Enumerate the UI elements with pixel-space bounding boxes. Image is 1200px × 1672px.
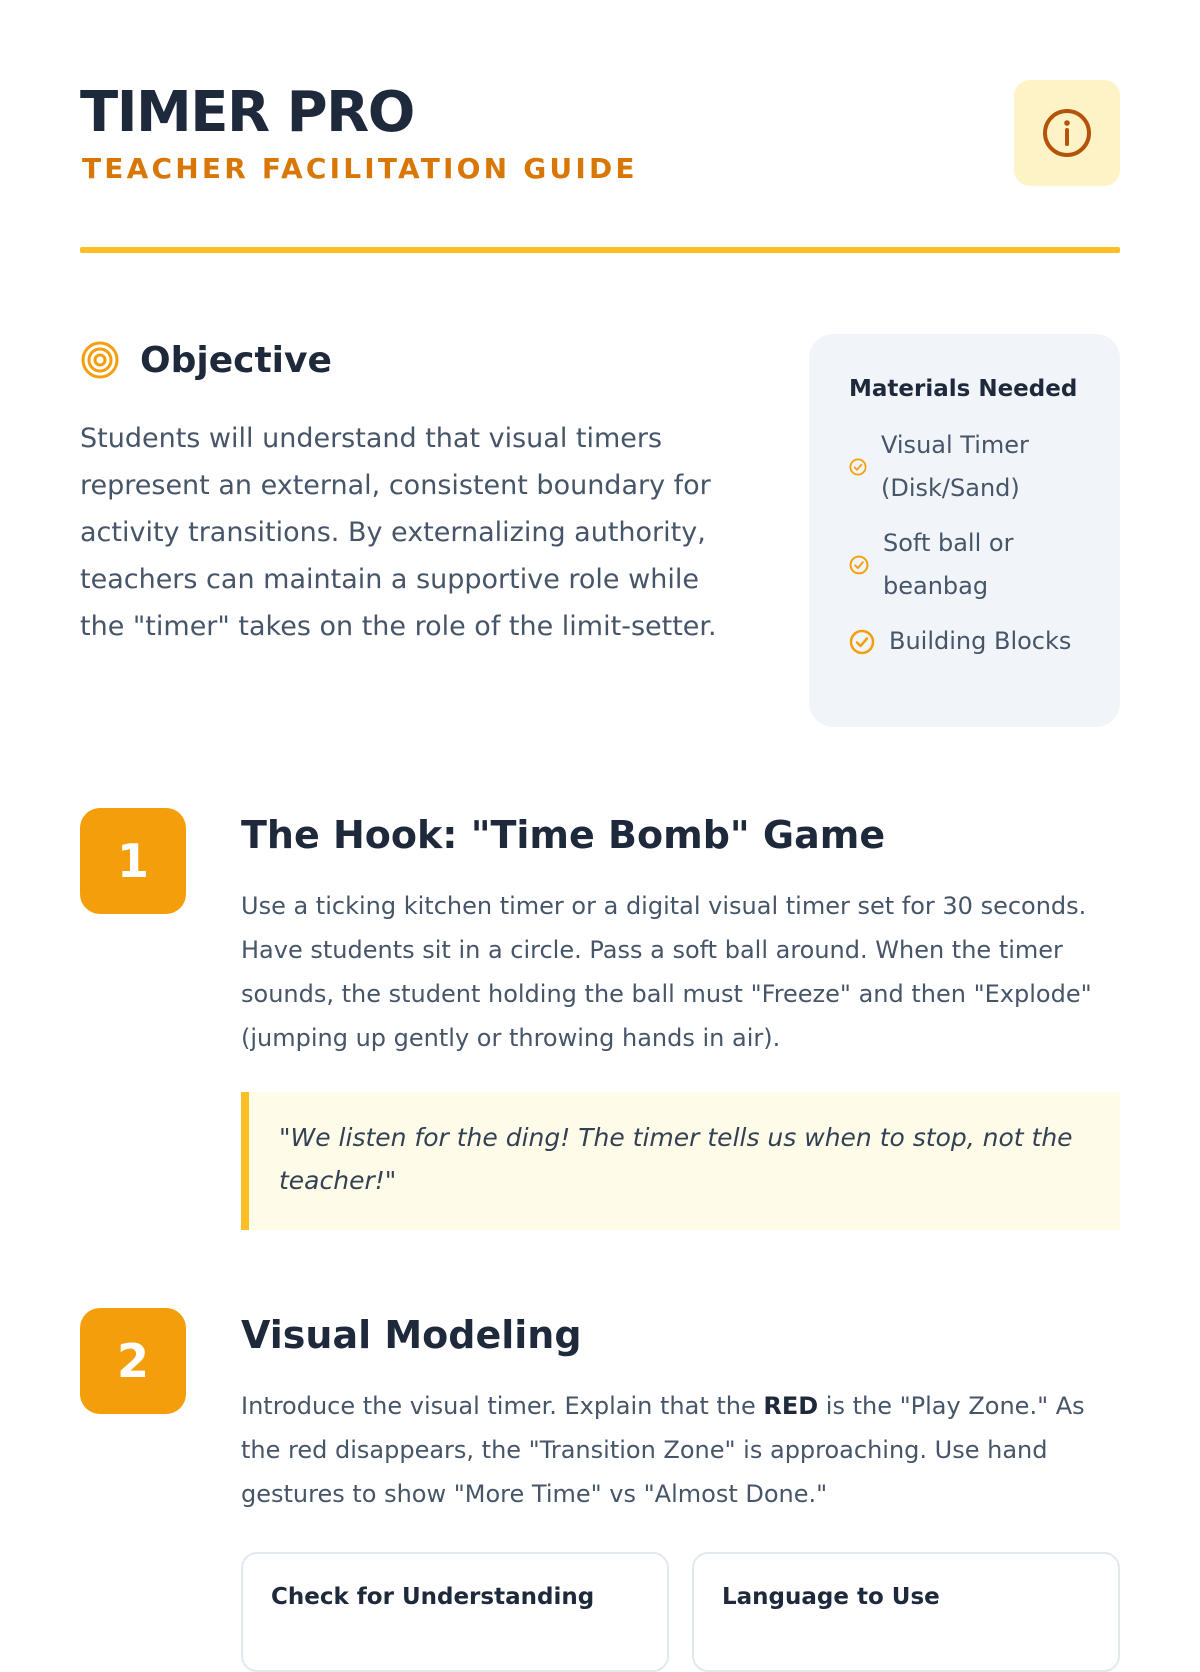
facilitation-guide-page	[80, 0, 1120, 1610]
step-number-badge: 2	[80, 1308, 186, 1414]
step-cards	[241, 1552, 1120, 1672]
step-number-badge: 1	[80, 808, 186, 914]
header-divider	[80, 247, 1120, 253]
step-title: Visual Modeling	[241, 1313, 582, 1357]
card-title: Language to Use	[722, 1584, 940, 1610]
list-item	[849, 620, 1090, 663]
info-button[interactable]	[1014, 80, 1120, 186]
header	[80, 80, 1120, 190]
card-title: Check for Understanding	[271, 1584, 595, 1610]
info-icon	[1041, 107, 1093, 159]
materials-card	[809, 334, 1120, 727]
language-card	[692, 1552, 1120, 1672]
step-text	[241, 1384, 1120, 1516]
objective-title: Objective	[140, 339, 332, 381]
check-circle-icon	[849, 555, 869, 575]
materials-list	[849, 424, 1090, 663]
step-title: The Hook: "Time Bomb" Game	[241, 813, 886, 857]
target-icon	[80, 340, 120, 380]
list-item	[849, 424, 1090, 510]
page-subtitle: TEACHER FACILITATION GUIDE	[82, 152, 638, 185]
materials-title: Materials Needed	[849, 376, 1078, 402]
objective-section	[80, 335, 750, 677]
step-text-part: Introduce the visual timer. Explain that the	[241, 1392, 764, 1420]
check-circle-icon	[849, 458, 867, 476]
page-title: TIMER PRO	[80, 80, 414, 145]
step-text-emphasis: RED	[763, 1392, 819, 1420]
list-item	[849, 522, 1090, 608]
material-label: Building Blocks	[889, 627, 1072, 655]
check-circle-icon	[849, 629, 875, 655]
objective-text: Students will understand that visual timers represent an external, consistent boundary for activity transitions. By externalizing authority, teachers can maintain a supportive role while the "timer" takes on the role of the limit-setter.	[80, 423, 717, 642]
check-understanding-card	[241, 1552, 669, 1672]
step-text: Use a ticking kitchen timer or a digital visual timer set for 30 seconds. Have students sit in a circle. Pass a soft ball around. When the timer sounds, the student holding the ball must "Freeze" and then "Explode" (jumping up gently or throwing hands in air).	[241, 892, 1092, 1052]
step-text-part: is the "Play Zone." As the red disappears, the "Transition Zone" is approaching. Use hand gestures to show "More Time" vs "Almost Done."	[241, 1392, 1085, 1508]
material-label: Visual Timer (Disk/Sand)	[881, 431, 1029, 502]
material-label: Soft ball or beanbag	[883, 529, 1014, 600]
teacher-quote: "We listen for the ding! The timer tells us when to stop, not the teacher!"	[241, 1092, 1120, 1230]
